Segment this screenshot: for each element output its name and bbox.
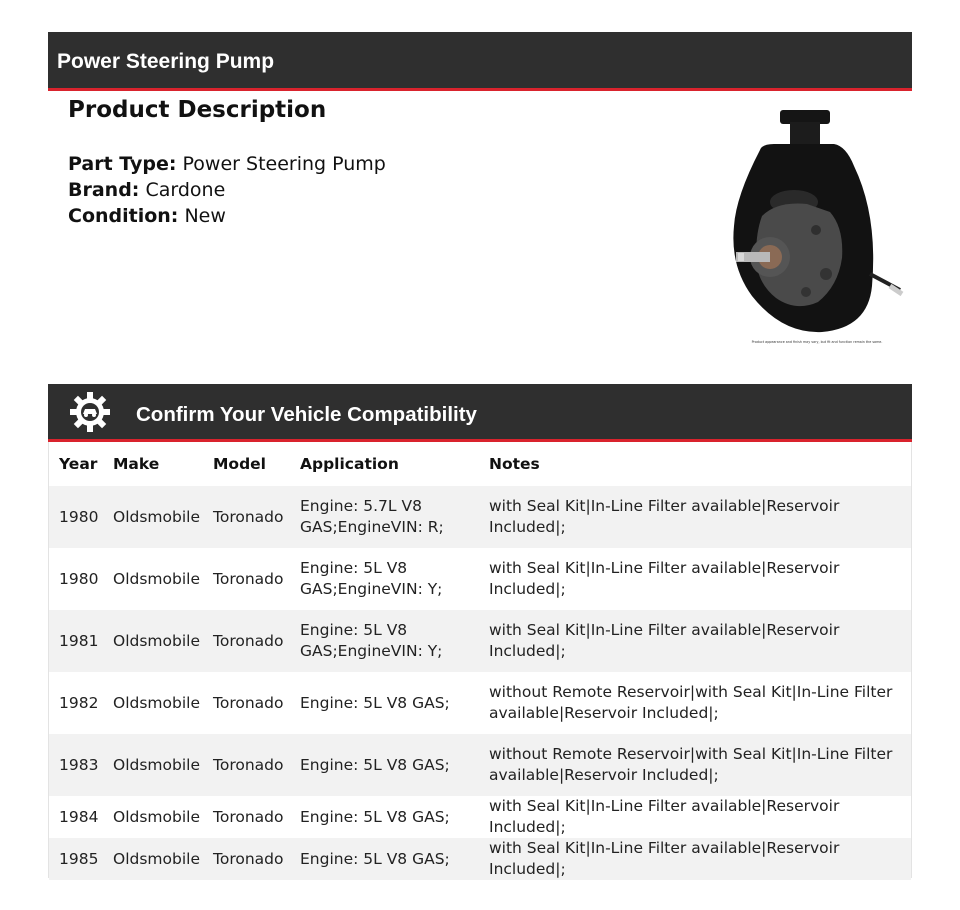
cell-application: Engine: 5L V8 GAS;EngineVIN: Y; — [290, 610, 479, 672]
cell-model: Toronado — [213, 807, 284, 826]
cell-model: Toronado — [203, 486, 290, 548]
spec-part-type: Part Type: Power Steering Pump — [68, 153, 386, 175]
product-header-bar — [48, 32, 912, 91]
gear-car-icon — [69, 391, 111, 433]
cell-application: Engine: 5L V8 GAS;EngineVIN: Y; — [300, 559, 443, 598]
cell-year: 1982 — [59, 693, 99, 712]
cell-make: Oldsmobile — [113, 807, 200, 826]
column-header-year: Year — [59, 455, 98, 473]
column-header-model: Model — [213, 455, 266, 473]
table-row — [49, 486, 911, 548]
cell-notes: with Seal Kit|In-Line Filter available|Reservoir Included|; — [489, 559, 840, 598]
cell-notes: with Seal Kit|In-Line Filter available|Reservoir Included|; — [479, 486, 911, 548]
cell-year: 1985 — [49, 838, 103, 880]
cell-model: Toronado — [213, 693, 284, 712]
table-row — [49, 548, 911, 610]
cell-application: Engine: 5.7L V8 GAS;EngineVIN: R; — [290, 486, 479, 548]
cell-notes: without Remote Reservoir|with Seal Kit|In-Line Filter available|Reservoir Included|; — [479, 734, 911, 796]
cell-make: Oldsmobile — [113, 693, 200, 712]
cell-make: Oldsmobile — [103, 838, 203, 880]
cell-year: 1980 — [59, 569, 99, 588]
product-header-title: Power Steering Pump — [57, 50, 275, 73]
table-row — [49, 734, 911, 796]
compatibility-table — [48, 442, 912, 878]
cell-make: Oldsmobile — [113, 569, 200, 588]
cell-make: Oldsmobile — [103, 610, 203, 672]
cell-year: 1980 — [49, 486, 103, 548]
product-image — [722, 106, 912, 346]
cell-application: Engine: 5L V8 GAS; — [300, 807, 450, 826]
compatibility-title: Confirm Your Vehicle Compatibility — [136, 403, 477, 426]
compatibility-header-bar — [48, 384, 912, 442]
table-row — [49, 610, 911, 672]
cell-model: Toronado — [203, 610, 290, 672]
cell-year: 1984 — [59, 807, 99, 826]
cell-make: Oldsmobile — [103, 734, 203, 796]
spec-condition: Condition: New — [68, 205, 226, 227]
cell-model: Toronado — [213, 569, 284, 588]
product-specs — [68, 151, 386, 229]
column-header-application: Application — [300, 455, 399, 473]
cell-make: Oldsmobile — [103, 486, 203, 548]
cell-notes: with Seal Kit|In-Line Filter available|Reservoir Included|; — [489, 797, 840, 836]
column-header-make: Make — [113, 455, 160, 473]
cell-model: Toronado — [203, 838, 290, 880]
product-description-title: Product Description — [68, 97, 327, 123]
table-header-row — [49, 442, 911, 486]
cell-notes: with Seal Kit|In-Line Filter available|Reservoir Included|; — [479, 838, 911, 880]
cell-notes: without Remote Reservoir|with Seal Kit|In-Line Filter available|Reservoir Included|; — [489, 683, 893, 722]
cell-year: 1983 — [49, 734, 103, 796]
cell-application: Engine: 5L V8 GAS; — [290, 734, 479, 796]
spec-brand: Brand: Cardone — [68, 179, 226, 201]
image-caption: Product appearance and finish may vary, but fit and function remain the same. — [751, 340, 883, 344]
column-header-notes: Notes — [489, 455, 540, 473]
cell-year: 1981 — [49, 610, 103, 672]
cell-application: Engine: 5L V8 GAS; — [300, 693, 450, 712]
cell-notes: with Seal Kit|In-Line Filter available|Reservoir Included|; — [479, 610, 911, 672]
cell-model: Toronado — [203, 734, 290, 796]
table-row — [49, 838, 911, 880]
table-row — [49, 796, 911, 838]
cell-application: Engine: 5L V8 GAS; — [290, 838, 479, 880]
table-row — [49, 672, 911, 734]
